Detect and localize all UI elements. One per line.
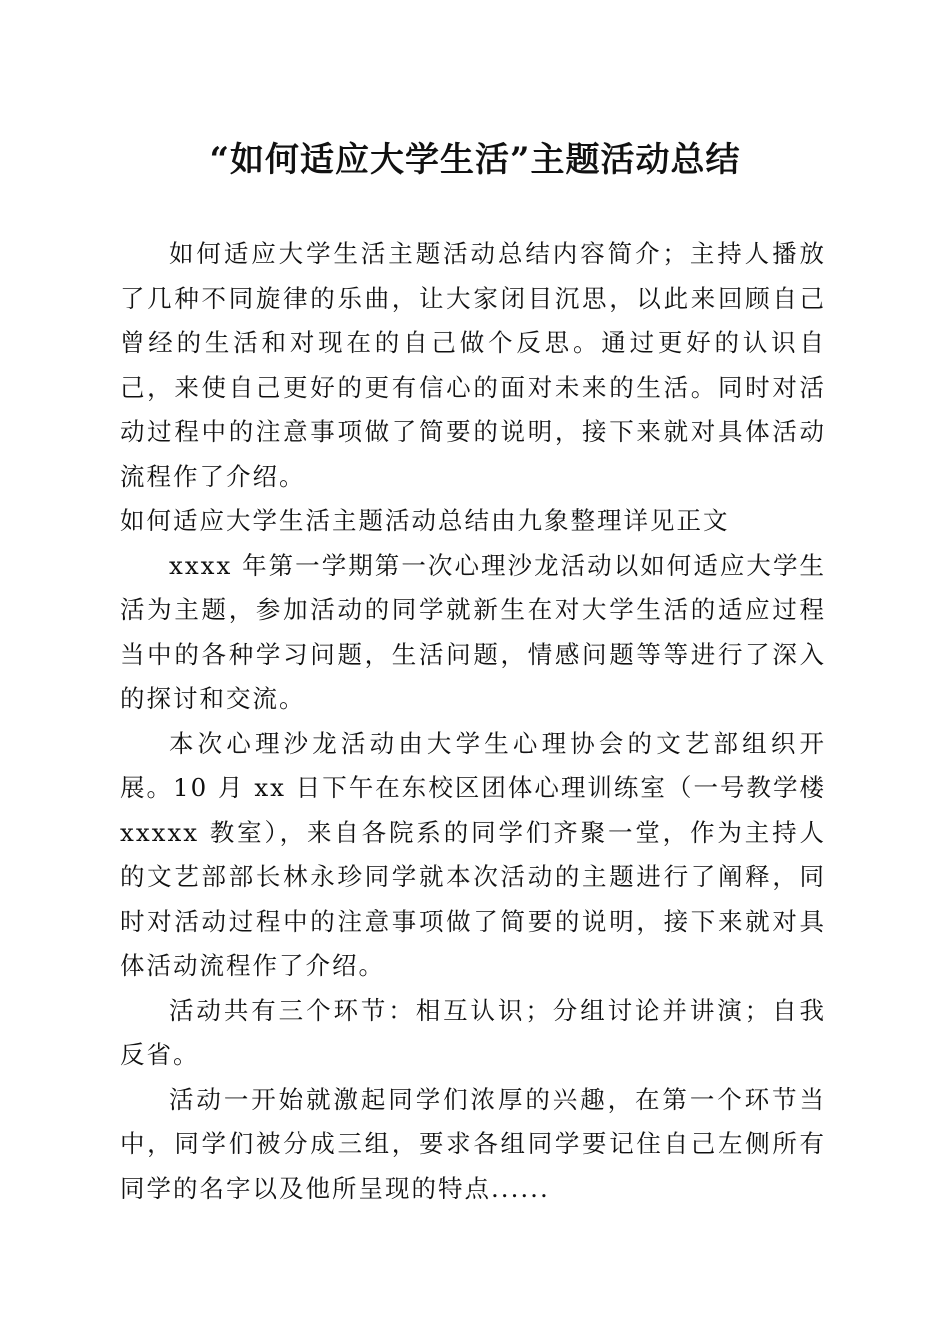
document-title: “如何适应大学生活”主题活动总结 — [209, 140, 741, 180]
paragraph-source-note: 如何适应大学生活主题活动总结由九象整理详见正文 — [120, 506, 730, 535]
paragraph-organization: 本次心理沙龙活动由大学生心理协会的文艺部组织开展。10 月 xx 日下午在东校区团体心理训练室（一号教学楼 xxxxx 教室），来自各院系的同学们齐聚一堂，作为主持人的文艺部部长林永珍同学就本次活动的主题进行了阐释，同时对活动过程中的注意事项做了简要的说明，接下来就对具体活动流程作了介绍。 — [120, 728, 826, 980]
paragraph-sections: 活动共有三个环节：相互认识；分组讨论并讲演；自我反省。 — [120, 995, 826, 1069]
document-body — [120, 232, 826, 1211]
paragraph-first-section: 活动一开始就激起同学们浓厚的兴趣，在第一个环节当中，同学们被分成三组，要求各组同学要记住自己左侧所有同学的名字以及他所呈现的特点...... — [120, 1084, 826, 1203]
paragraph-theme: xxxx 年第一学期第一次心理沙龙活动以如何适应大学生活为主题，参加活动的同学就新生在对大学生活的适应过程当中的各种学习问题，生活问题，情感问题等等进行了深入的探讨和交流。 — [120, 550, 826, 713]
paragraph-intro: 如何适应大学生活主题活动总结内容简介；主持人播放了几种不同旋律的乐曲，让大家闭目沉思，以此来回顾自己曾经的生活和对现在的自己做个反思。通过更好的认识自己，来使自己更好的更有信心的面对未来的生活。同时对活动过程中的注意事项做了简要的说明，接下来就对具体活动流程作了介绍。 — [120, 239, 826, 491]
